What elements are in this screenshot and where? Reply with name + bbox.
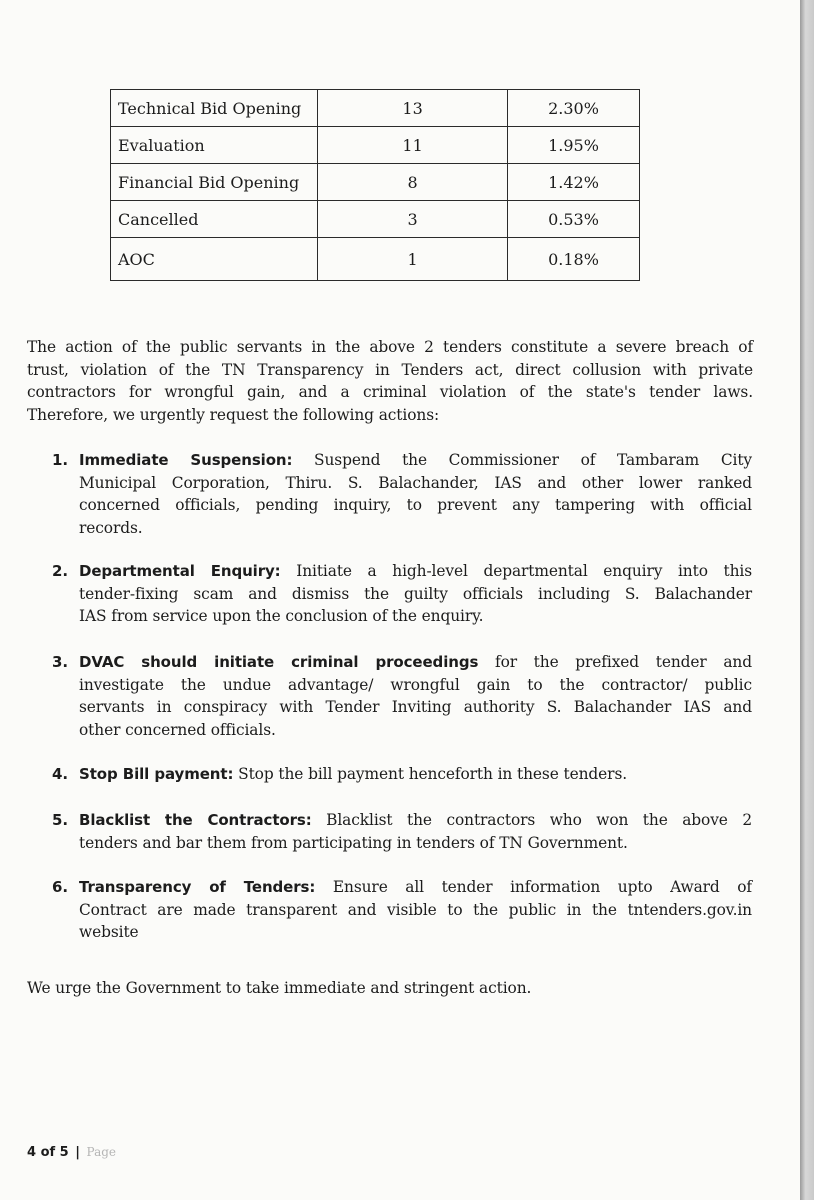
action-text: tenders and bar them from participating in tenders of TN Government. bbox=[79, 833, 628, 852]
action-lead: Transparency of Tenders: bbox=[79, 878, 316, 896]
percent-cell: 0.53% bbox=[507, 201, 639, 238]
footer-separator: | bbox=[75, 1145, 81, 1160]
action-item-enquiry bbox=[52, 560, 752, 628]
action-item-dvac bbox=[52, 651, 752, 741]
action-lead: Immediate Suspension: bbox=[79, 451, 293, 469]
action-lead: Blacklist the Contractors: bbox=[79, 811, 312, 829]
action-number: 6. bbox=[52, 878, 68, 896]
action-text: concerned officials, pending inquiry, to prevent any tampering with official bbox=[79, 496, 752, 514]
action-text: Stop the bill payment henceforth in these tenders. bbox=[238, 765, 628, 783]
action-text: website bbox=[79, 923, 139, 941]
action-text: for the prefixed tender and bbox=[494, 653, 752, 671]
page-edge-shadow bbox=[800, 0, 814, 1200]
action-item-transparency bbox=[52, 876, 752, 944]
action-text: Initiate a high-level departmental enquiry into this bbox=[296, 562, 753, 580]
count-cell: 3 bbox=[318, 201, 508, 238]
stage-cell: AOC bbox=[111, 238, 318, 281]
action-text: Suspend the Commissioner of Tambaram City bbox=[314, 451, 752, 469]
intro-line: Therefore, we urgently request the following actions: bbox=[27, 405, 440, 424]
action-item-suspension bbox=[52, 449, 752, 539]
table-row bbox=[111, 201, 640, 238]
closing-statement: We urge the Government to take immediate and stringent action. bbox=[27, 979, 532, 997]
stage-cell: Technical Bid Opening bbox=[111, 90, 318, 127]
count-cell: 11 bbox=[318, 127, 508, 164]
count-cell: 8 bbox=[318, 164, 508, 201]
action-text: other concerned officials. bbox=[79, 720, 276, 739]
intro-line: contractors for wrongful gain, and a criminal violation of the state's tender laws. bbox=[27, 383, 753, 401]
action-lead: Stop Bill payment: bbox=[79, 765, 234, 783]
percent-cell: 2.30% bbox=[507, 90, 639, 127]
action-text: Contract are made transparent and visible to the public in the tntenders.gov.in bbox=[79, 900, 752, 919]
page-number: 4 of 5 bbox=[27, 1145, 69, 1160]
count-cell: 1 bbox=[318, 238, 508, 281]
action-number: 3. bbox=[52, 653, 68, 671]
action-text: investigate the undue advantage/ wrongful gain to the contractor/ public bbox=[79, 675, 752, 694]
stage-cell: Financial Bid Opening bbox=[111, 164, 318, 201]
percent-cell: 1.42% bbox=[507, 164, 639, 201]
action-text: Municipal Corporation, Thiru. S. Balachander, IAS and other lower ranked bbox=[79, 473, 752, 492]
intro-line: The action of the public servants in the above 2 tenders constitute a severe breach of bbox=[27, 338, 753, 356]
action-text: IAS from service upon the conclusion of the enquiry. bbox=[79, 607, 484, 625]
tender-status-table bbox=[110, 89, 640, 281]
action-number: 1. bbox=[52, 451, 68, 469]
action-text: servants in conspiracy with Tender Inviting authority S. Balachander IAS and bbox=[79, 698, 752, 716]
table-row bbox=[111, 164, 640, 201]
page-label: Page bbox=[86, 1145, 117, 1159]
percent-cell: 0.18% bbox=[507, 238, 639, 281]
intro-paragraph bbox=[27, 336, 753, 426]
action-lead: Departmental Enquiry: bbox=[79, 562, 281, 580]
page-footer bbox=[27, 1145, 116, 1160]
table-row bbox=[111, 127, 640, 164]
stage-cell: Cancelled bbox=[111, 201, 318, 238]
percent-cell: 1.95% bbox=[507, 127, 639, 164]
action-number: 4. bbox=[52, 765, 68, 783]
stage-cell: Evaluation bbox=[111, 127, 318, 164]
action-text: tender-fixing scam and dismiss the guilty officials including S. Balachander bbox=[79, 584, 752, 603]
action-lead: DVAC should initiate criminal proceedings bbox=[79, 653, 479, 671]
action-item-stop-bill bbox=[52, 763, 752, 786]
intro-line: trust, violation of the TN Transparency in Tenders act, direct collusion with private bbox=[27, 360, 753, 379]
count-cell: 13 bbox=[318, 90, 508, 127]
action-item-blacklist bbox=[52, 809, 752, 854]
action-text: Blacklist the contractors who won the above 2 bbox=[326, 811, 753, 829]
action-text: records. bbox=[79, 518, 143, 537]
table-row bbox=[111, 90, 640, 127]
action-text: Ensure all tender information upto Award of bbox=[332, 878, 753, 896]
table-row bbox=[111, 238, 640, 281]
action-number: 2. bbox=[52, 562, 68, 580]
action-number: 5. bbox=[52, 811, 68, 829]
